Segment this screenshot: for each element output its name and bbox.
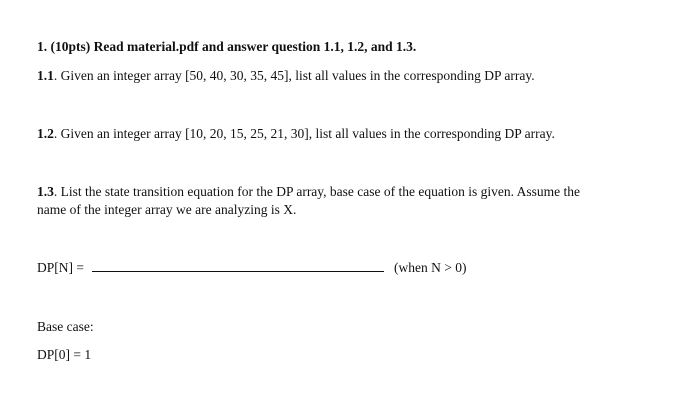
question-title: 1. (10pts) Read material.pdf and answer question 1.1, 1.2, and 1.3.: [37, 39, 417, 54]
question-1-3-number: 1.3: [37, 184, 54, 199]
question-1-1: [37, 67, 535, 84]
question-1-3-text: . List the state transition equation for the DP array, base case of the equation is given. Assume the: [53, 184, 580, 199]
base-case-equation: DP[0] = 1: [37, 347, 92, 362]
base-case-label: Base case:: [37, 319, 94, 334]
question-1-2-number: 1.2: [37, 126, 54, 141]
answer-blank[interactable]: [92, 259, 384, 272]
question-1-3: [37, 183, 580, 200]
question-1-1-text: . Given an integer array [50, 40, 30, 35, 45], list all values in the corresponding DP array.: [53, 68, 535, 83]
equation-lhs: DP[N] =: [37, 260, 84, 275]
question-1-1-number: 1.1: [37, 68, 54, 83]
question-1-3-continuation: name of the integer array we are analyzing is X.: [37, 202, 297, 217]
question-1-2: [37, 125, 555, 142]
transition-equation-row: [37, 259, 466, 276]
question-1-2-text: . Given an integer array [10, 20, 15, 25, 21, 30], list all values in the corresponding DP array.: [53, 126, 555, 141]
equation-condition: (when N > 0): [394, 260, 467, 275]
